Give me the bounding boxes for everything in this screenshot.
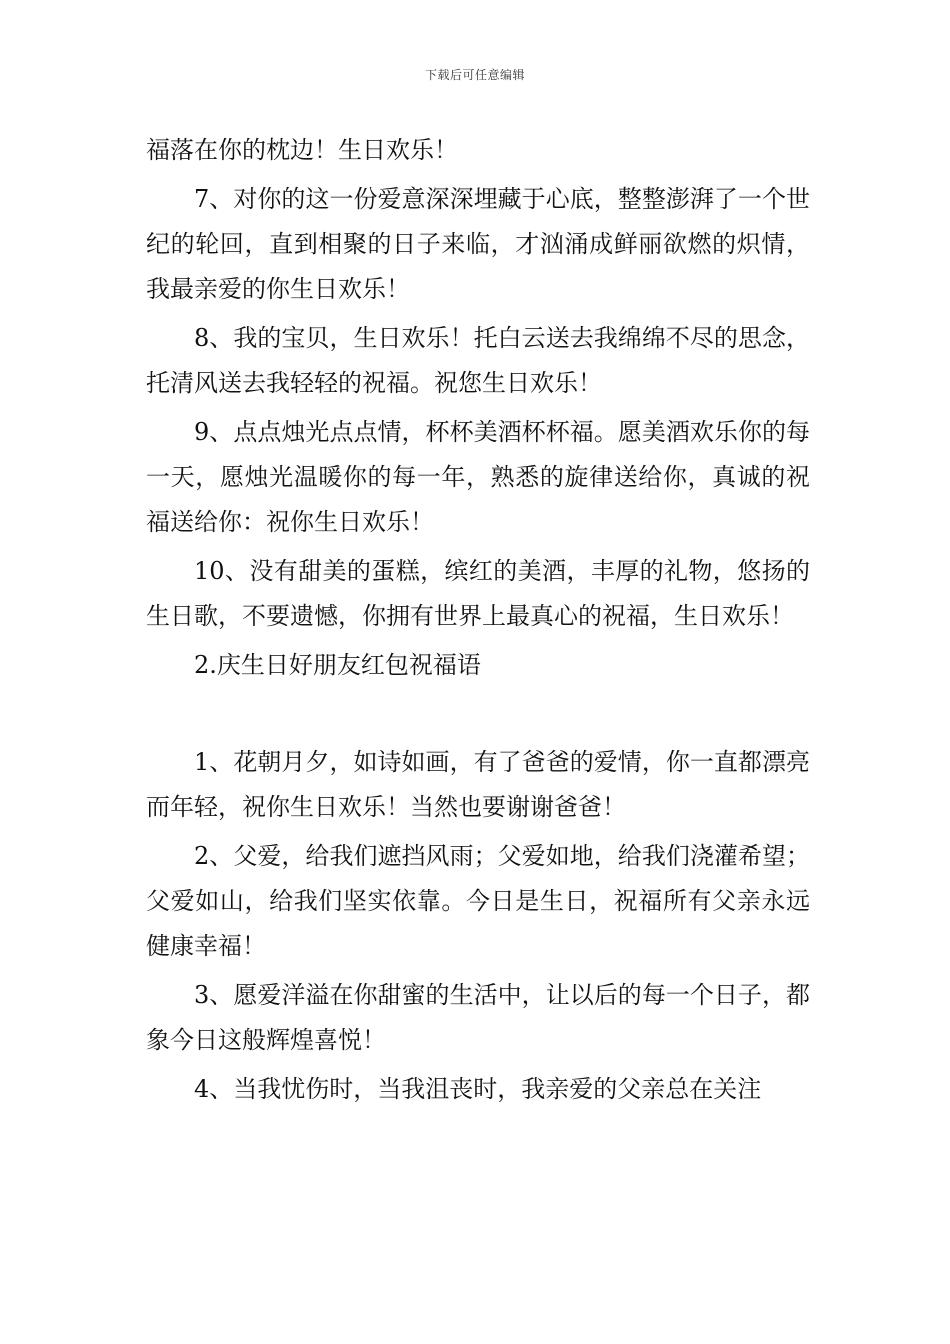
paragraph-item-9: 9、点点烛光点点情，杯杯美酒杯杯福。愿美酒欢乐你的每一天，愿烛光温暖你的每一年，熟悉的旋律送给你，真诚的祝福送给你：祝你生日欢乐！ (146, 418, 810, 536)
paragraph-item-4: 4、当我忧伤时，当我沮丧时，我亲爱的父亲总在关注 (194, 1075, 762, 1103)
page-header-note: 下载后可任意编辑 (424, 68, 525, 82)
paragraph-item-1: 1、花朝月夕，如诗如画，有了爸爸的爱情，你一直都漂亮而年轻，祝你生日欢乐！当然也要谢谢爸爸！ (146, 748, 810, 821)
section-heading: 2.庆生日好朋友红包祝福语 (194, 651, 481, 679)
paragraph-item-2: 2、父爱，给我们遮挡风雨；父爱如地，给我们浇灌希望；父爱如山，给我们坚实依靠。今日是生日，祝福所有父亲永远健康幸福！ (146, 842, 810, 960)
paragraph-item-8: 8、我的宝贝，生日欢乐！托白云送去我绵绵不尽的思念，托清风送去我轻轻的祝福。祝您生日欢乐！ (146, 324, 810, 397)
document-body (146, 128, 810, 1116)
paragraph-item-7: 7、对你的这一份爱意深深埋藏于心底，整整澎湃了一个世纪的轮回，直到相聚的日子来临，才汹涌成鲜丽欲燃的炽情，我最亲爱的你生日欢乐！ (146, 185, 810, 303)
paragraph-continuation: 福落在你的枕边！生日欢乐！ (146, 136, 458, 164)
paragraph-item-10: 10、没有甜美的蛋糕，缤红的美酒，丰厚的礼物，悠扬的生日歌，不要遗憾，你拥有世界上最真心的祝福，生日欢乐！ (146, 557, 810, 630)
paragraph-item-3: 3、愿爱洋溢在你甜蜜的生活中，让以后的每一个日子，都象今日这般辉煌喜悦！ (146, 981, 810, 1054)
section-spacer (146, 688, 810, 740)
